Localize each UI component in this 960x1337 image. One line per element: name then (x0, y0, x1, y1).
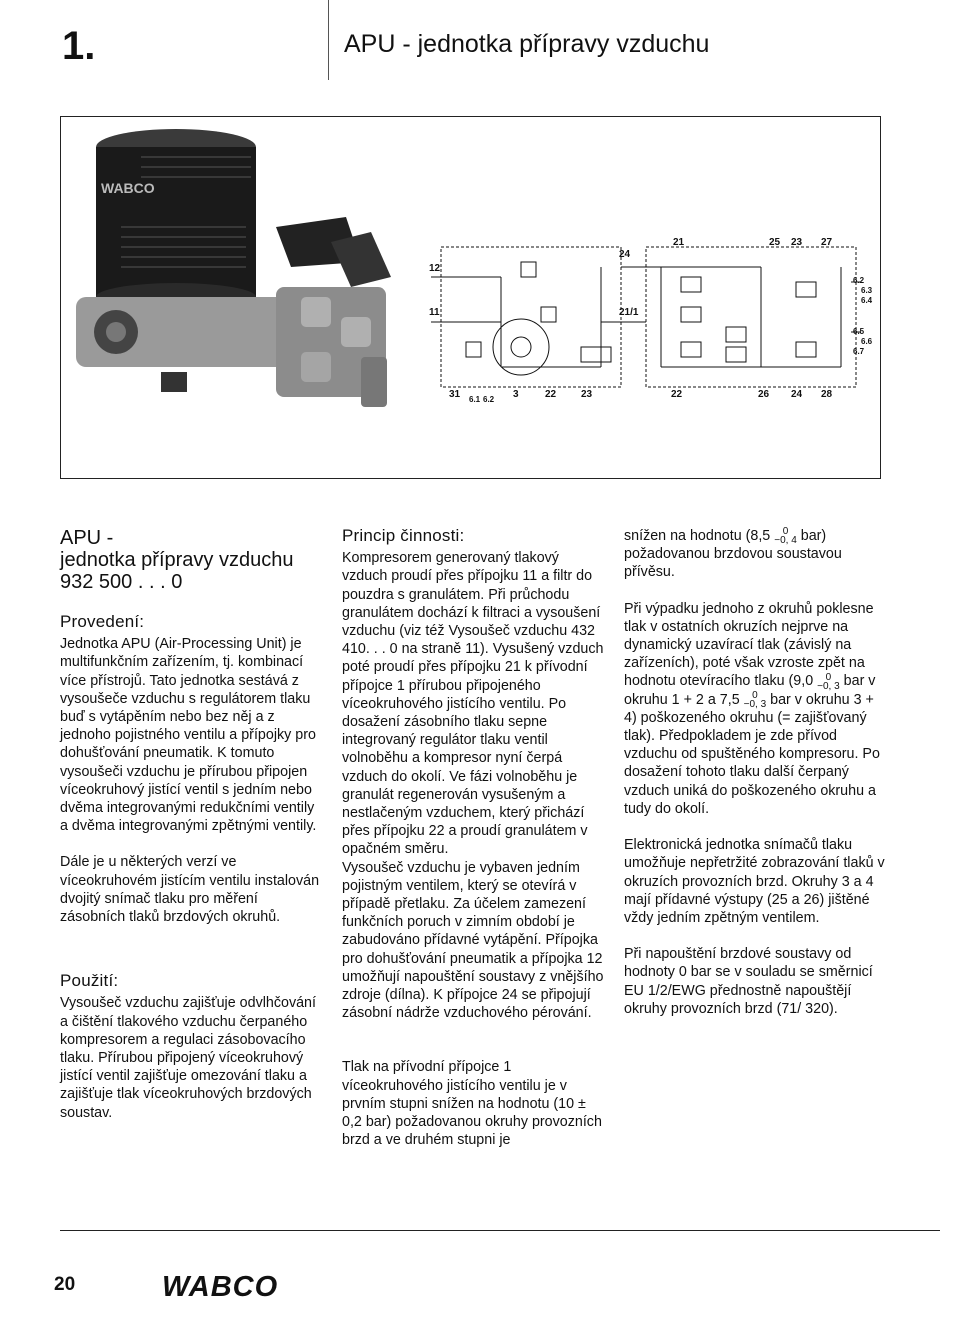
tolerance (817, 673, 840, 691)
diagram-label: 6.2 (853, 276, 865, 285)
section-heading-provedeni: Provedení: (60, 612, 145, 631)
diagram-label: 6.6 (861, 337, 873, 346)
section-heading-princip: Princip činnosti: (342, 526, 465, 545)
tolerance-upper: 0 (752, 689, 758, 701)
logo-text: WABCO (162, 1271, 279, 1301)
tolerance-lower: −0, 3 (817, 680, 840, 692)
paragraph: Elektronická jednotka snímačů tlaku umožňuje nepřetržité zobrazování tlaků v okruzích provozních brzd. Okruhy 3 a 4 mají přídavné výstupy (25 a 26) jištěné vždy jedním zpětným ventilem. (624, 837, 885, 926)
right-column (624, 527, 886, 1036)
diagram-label: 28 (821, 389, 833, 400)
middle-column (342, 527, 604, 1168)
diagram-label: 6.4 (861, 296, 873, 305)
product-photo (76, 129, 391, 407)
diagram-label: 24 (791, 389, 803, 400)
diagram-label: 6.5 (853, 327, 865, 336)
text-run: Při výpadku jednoho z okruhů poklesne tlak v ostatních okruzích nejprve na dynamický uzavírací tlak (závislý na zařízeních), poté však vzroste zpět na hodnotu otevíracího tlaku (9,0 (624, 600, 874, 690)
footer-divider (60, 1230, 940, 1231)
tolerance-upper: 0 (782, 526, 789, 538)
diagram-label: 21 (673, 237, 685, 248)
tolerance-lower: −0, 3 (743, 698, 767, 710)
diagram-label: 3 (513, 389, 519, 400)
photo-brand-text: WABCO (101, 180, 155, 196)
diagram-label: 23 (791, 237, 803, 248)
diagram-label: 12 (429, 263, 441, 274)
text-run: bar) požadovanou brzdovou soustavou přívěsu. (624, 528, 842, 581)
diagram-label: 31 (449, 389, 461, 400)
product-title-line: jednotka přípravy vzduchu (60, 549, 294, 571)
diagram-label: 22 (671, 389, 683, 400)
tolerance-upper: 0 (825, 671, 832, 683)
paragraph (624, 600, 886, 818)
diagram-label: 6.1 (469, 395, 481, 404)
diagram-label: 27 (821, 237, 833, 248)
header-divider (328, 0, 329, 80)
text-run: snížen na hodnotu (8,5 (624, 528, 771, 544)
diagram-label: 6.2 (483, 395, 495, 404)
product-photo-and-diagram (61, 117, 879, 477)
left-column (60, 527, 324, 1140)
figure-box (60, 116, 881, 479)
diagram-labels (429, 237, 873, 404)
paragraph: Tlak na přívodní přípojce 1 víceokruhového jistícího ventilu je v prvním stupni snížen na hodnotu (10 ± 0,2 bar) požadovanou okruhy provozních brzd a ve druhém stupni je (342, 1059, 602, 1149)
chapter-number: 1. (62, 24, 96, 68)
paragraph: Jednotka APU (Air-Processing Unit) je multifunkčním zařízením, tj. kombinací více přístrojů. Tato jednotka sestává z vysoušeče vzduchu s regulátorem tlaku buď s vytápěním nebo bez něj a z jednoho pojistného ventilu a přípojky pro dohušťování pneumatik. K tomuto vysoušeči vzduchu je přírubou připojen víceokruhový jistící ventil s jedním nebo dvěma integrovanými redukčními ventily a dvěma integrovanými zpětnými ventily. (60, 636, 317, 835)
product-title (60, 527, 324, 593)
diagram-label: 22 (545, 389, 557, 400)
wabco-logo (160, 1271, 300, 1306)
diagram-label: 6.7 (853, 347, 865, 356)
paragraph: Dále je u některých verzí ve víceokruhovém jistícím ventilu instalován dvojitý snímač tlaku pro měření zásobních tlaků brzdových okruhů. (60, 854, 320, 926)
paragraph: Vysoušeč vzduchu je vybaven jedním pojistným ventilem, který se otevírá v případě přetlaku. Za účelem zamezení funkčních poruch v zimním období je zabudováno přídavné vytápění. Přípojka pro dohušťování pneumatik a přípojka 12 umožňují napouštění soustavy z vnějšího zdroje (dílna). K přípojce 24 se připojují zásobní nádrže vzduchového pérování. (342, 859, 604, 1022)
diagram-label: 6.3 (861, 286, 873, 295)
pneumatic-schematic (431, 247, 861, 387)
diagram-label: 24 (619, 249, 631, 260)
tolerance (774, 527, 797, 545)
product-title-line: 932 500 . . . 0 (60, 571, 183, 593)
page-title: APU - jednotka přípravy vzduchu (344, 30, 710, 58)
tolerance (744, 691, 767, 709)
diagram-label: 21/1 (619, 307, 639, 318)
section-heading-pouziti: Použití: (60, 971, 119, 991)
wabco-logo-graphic (160, 1271, 300, 1301)
diagram-label: 25 (769, 237, 781, 248)
text-run: bar v okruhu 1 + 2 a 7,5 (624, 673, 876, 708)
product-title-line: APU - (60, 527, 114, 549)
paragraph (624, 527, 886, 582)
text-run: bar v okruhu 3 + 4) poškozeného okruhu (= zajišťovaný tlak). Předpokladem je zde přívod vzduchu od spuštěného kompresoru. Po dosažení tohoto tlaku další čerpaný vzduch uniká do poškozeného okruhu a tudy do okolí. (624, 691, 880, 817)
paragraph: Při napouštění brzdové soustavy od hodnoty 0 bar se v souladu se směrnicí EU 1/2/EWG přednostně napouštějí okruhy provozních brzd (71/ 320). (624, 946, 873, 1017)
page-number: 20 (54, 1274, 76, 1295)
diagram-label: 26 (758, 389, 770, 400)
paragraph: Kompresorem generovaný tlakový vzduch proudí přes přípojku 11 a filtr do pouzdra s granulátem. Při průchodu granulátem dochází k filtraci a vysoušení vzduchu (viz též Vysoušeč vzduchu 432 410. . . 0 na straně 11). Vysušený vzduch poté proudí přes přípojku 21 k přívodní přípojce 1 přírubou připojeného víceokruhového jistícího ventilu. Po dosažení zásobního tlaku sepne integrovaný regulátor tlaku ventil volnoběhu a kompresor nyní čerpá vzduch do okolí. Ve fázi volnoběhu je granulát regenerován vysušeným a nestlačeným vzduchem, který přichází přes přípojku 22 a proudí granulátem v opačném směru. (342, 550, 604, 858)
diagram-label: 23 (581, 389, 593, 400)
diagram-label: 11 (429, 307, 440, 318)
paragraph: Vysoušeč vzduchu zajišťuje odvlhčování a čištění tlakového vzduchu čerpaného kompresorem a regulaci zásobovacího tlaku. Přírubou připojený víceokruhový jistící ventil zajišťuje omezování tlaku a zajišťuje tlak víceokruhových brzdových soustav. (60, 995, 316, 1121)
tolerance-lower: −0, 4 (774, 535, 797, 547)
